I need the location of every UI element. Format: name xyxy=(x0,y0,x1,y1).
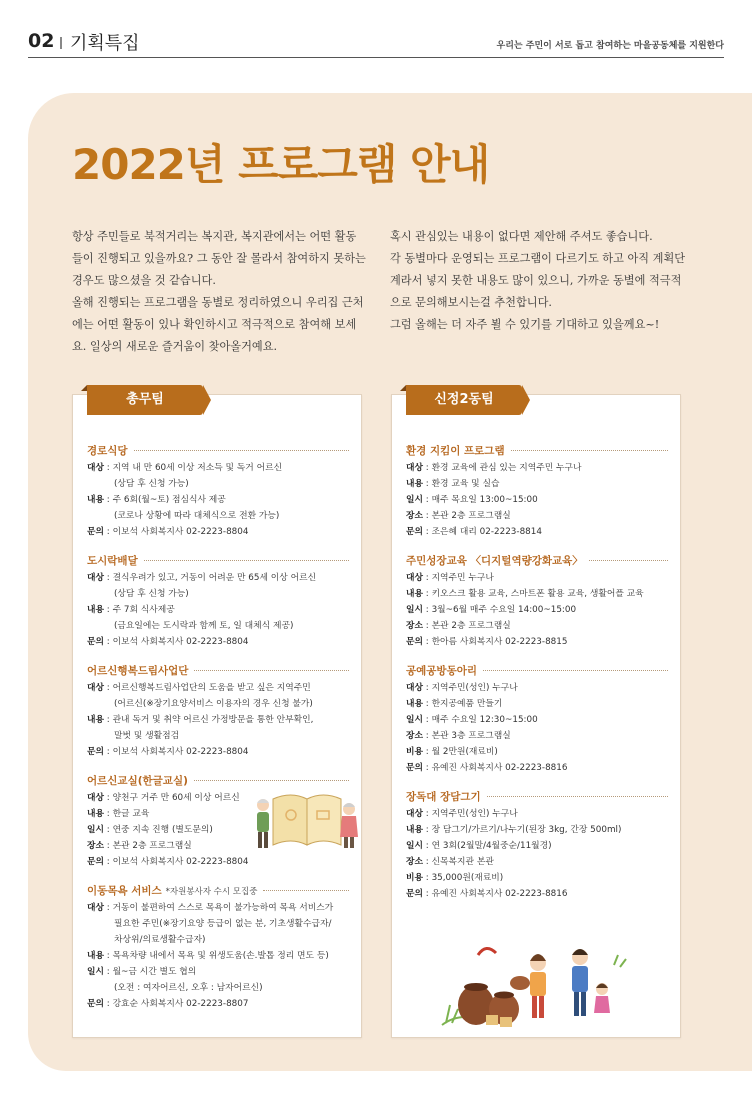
dotted-rule xyxy=(144,560,349,561)
intro-line: 그럼 올해는 더 자주 뵐 수 있기를 기대하고 있을께요~! xyxy=(390,318,660,331)
detail-colon: : xyxy=(423,809,432,819)
detail-value: 월~금 시간 별도 협의 xyxy=(112,967,197,977)
intro-line: 각 동별마다 운영되는 프로그램이 다르기도 하고 아직 계획단 xyxy=(390,252,686,265)
detail-label: 비용 xyxy=(406,873,423,883)
intro-line: 계라서 넣지 못한 내용도 많이 있으니, 가까운 동별에 적극적 xyxy=(390,274,682,287)
detail-value: 필요한 주민(※장기요양 등급이 없는 분, 기초생활수급자/ xyxy=(114,919,332,929)
program-detail-row xyxy=(87,854,349,870)
detail-colon: : xyxy=(423,731,432,741)
team-card-chongmu xyxy=(72,394,362,1038)
detail-value: 35,000원(재료비) xyxy=(431,873,504,883)
program-detail-row xyxy=(406,696,668,712)
detail-value: 차상위/의료생활수급자) xyxy=(114,935,206,945)
detail-colon: : xyxy=(104,715,113,725)
detail-label: 대상 xyxy=(406,683,423,693)
detail-colon: : xyxy=(104,903,113,913)
detail-label: 내용 xyxy=(406,825,423,835)
program-detail-row xyxy=(87,900,349,916)
program-item xyxy=(87,443,349,540)
dotted-rule xyxy=(487,796,668,797)
program-header xyxy=(87,443,349,458)
detail-colon: : xyxy=(423,621,432,631)
detail-label: 일시 xyxy=(87,825,104,835)
detail-value: 한글 교육 xyxy=(112,809,150,819)
detail-value: 양천구 거주 만 60세 이상 어르신 xyxy=(112,793,240,803)
detail-value: 지역주민(성인) 누구나 xyxy=(431,683,518,693)
detail-value: 주 7회 식사제공 xyxy=(112,605,175,615)
program-header xyxy=(406,443,668,458)
intro-line: 경우도 많으셨을 것 같습니다. xyxy=(72,274,216,287)
program-detail-row xyxy=(87,680,349,696)
program-note: *자원봉사자 수시 모집중 xyxy=(165,886,258,897)
detail-colon: : xyxy=(104,825,113,835)
detail-label: 장소 xyxy=(406,621,423,631)
detail-value: 본관 2층 프로그램실 xyxy=(112,841,192,851)
detail-value: 관내 독거 및 취약 어르신 가정방문을 통한 안부확인, xyxy=(112,715,314,725)
detail-colon: : xyxy=(423,683,432,693)
detail-colon: : xyxy=(104,951,113,961)
program-header xyxy=(87,553,349,568)
detail-value: 매주 수요일 12:30~15:00 xyxy=(431,715,538,725)
detail-label: 대상 xyxy=(87,793,104,803)
detail-colon: : xyxy=(104,793,113,803)
detail-label: 대상 xyxy=(406,463,423,473)
detail-label: 장소 xyxy=(406,511,423,521)
detail-label: 내용 xyxy=(87,605,104,615)
detail-colon: : xyxy=(104,527,113,537)
detail-colon: : xyxy=(423,463,432,473)
detail-colon: : xyxy=(104,809,113,819)
team-tab: 총무팀 xyxy=(87,385,203,415)
header-slogan: 우리는 주민이 서로 돕고 참여하는 마을공동체를 지원한다 xyxy=(496,41,724,51)
detail-value: 연중 지속 진행 (별도문의) xyxy=(112,825,213,835)
detail-label: 대상 xyxy=(87,573,104,583)
program-detail-row xyxy=(87,996,349,1012)
program-detail-row xyxy=(87,948,349,964)
detail-colon: : xyxy=(423,511,432,521)
detail-value: 주 6회(월~토) 점심식사 제공 xyxy=(112,495,226,505)
program-detail-row xyxy=(87,728,349,744)
program-detail-row xyxy=(406,586,668,602)
detail-colon: : xyxy=(104,495,113,505)
program-title: 장독대 장담그기 xyxy=(406,791,481,803)
program-header xyxy=(87,663,349,678)
detail-colon: : xyxy=(423,573,432,583)
detail-colon: : xyxy=(423,715,432,725)
detail-label: 일시 xyxy=(406,605,423,615)
program-detail-row xyxy=(87,524,349,540)
program-detail-row xyxy=(406,492,668,508)
dotted-rule xyxy=(511,450,668,451)
program-detail-row xyxy=(406,806,668,822)
detail-label: 대상 xyxy=(406,573,423,583)
detail-colon: : xyxy=(423,527,432,537)
program-detail-row xyxy=(406,618,668,634)
detail-value: 강효순 사회복지사 02-2223-8807 xyxy=(112,999,249,1009)
detail-value: 지역주민(성인) 누구나 xyxy=(431,809,518,819)
detail-value: 본관 2층 프로그램실 xyxy=(431,511,511,521)
program-item xyxy=(87,883,349,1012)
detail-value: 본관 2층 프로그램실 xyxy=(431,621,511,631)
detail-value: (어르신(※장기요양서비스 이용자의 경우 신청 불가) xyxy=(114,699,313,709)
detail-label: 내용 xyxy=(87,495,104,505)
program-detail-row xyxy=(87,712,349,728)
program-detail-row xyxy=(406,460,668,476)
detail-value: 조은혜 대리 02-2223-8814 xyxy=(431,527,542,537)
program-detail-row xyxy=(87,476,349,492)
hangul-class-illustration-icon xyxy=(251,785,359,855)
detail-colon: : xyxy=(423,699,432,709)
program-title: 어르신행복드림사업단 xyxy=(87,665,189,677)
detail-value: 신목복지관 본관 xyxy=(431,857,494,867)
detail-value: (상담 후 신청 가능) xyxy=(114,479,189,489)
intro-line: 으로 문의해보시는걸 추천합니다. xyxy=(390,296,552,309)
detail-value: 이보석 사회복지사 02-2223-8804 xyxy=(112,637,249,647)
detail-colon: : xyxy=(423,637,432,647)
detail-label: 문의 xyxy=(406,527,423,537)
detail-label: 내용 xyxy=(87,715,104,725)
detail-label: 내용 xyxy=(406,479,423,489)
detail-value: (오전 : 여자어르신, 오후 : 남자어르신) xyxy=(114,983,263,993)
detail-value: (코로나 상황에 따라 대체식으로 전환 가능) xyxy=(114,511,280,521)
detail-label: 장소 xyxy=(406,857,423,867)
detail-colon: : xyxy=(104,637,113,647)
detail-label: 내용 xyxy=(406,699,423,709)
section-name: 기획특집 xyxy=(70,33,140,54)
program-detail-row xyxy=(87,980,349,996)
detail-value: (상담 후 신청 가능) xyxy=(114,589,189,599)
intro-line: 요. 일상의 새로운 즐거움이 찾아올거예요. xyxy=(72,340,278,353)
detail-colon: : xyxy=(104,967,113,977)
detail-label: 일시 xyxy=(406,495,423,505)
program-title: 환경 지킴이 프로그램 xyxy=(406,445,505,457)
intro-line: 에는 어떤 활동이 있나 확인하시고 적극적으로 참여해 보세 xyxy=(72,318,357,331)
intro-line: 올해 진행되는 프로그램을 동별로 정리하였으니 우리집 근처 xyxy=(72,296,364,309)
detail-label: 비용 xyxy=(406,747,423,757)
program-detail-row xyxy=(406,822,668,838)
detail-label: 장소 xyxy=(406,731,423,741)
program-detail-row xyxy=(87,570,349,586)
dotted-rule xyxy=(263,890,349,891)
detail-label: 문의 xyxy=(87,637,104,647)
detail-colon: : xyxy=(423,479,432,489)
page-number: 02 xyxy=(28,30,55,52)
detail-label: 일시 xyxy=(87,967,104,977)
program-detail-row xyxy=(406,870,668,886)
program-detail-row xyxy=(87,508,349,524)
detail-value: 환경 교육에 관심 있는 지역주민 누구나 xyxy=(431,463,582,473)
detail-label: 내용 xyxy=(87,951,104,961)
program-detail-row xyxy=(406,838,668,854)
program-detail-row xyxy=(87,916,349,932)
program-list xyxy=(406,443,668,915)
detail-label: 문의 xyxy=(406,637,423,647)
detail-colon: : xyxy=(423,873,432,883)
dotted-rule xyxy=(589,560,668,561)
program-title: 경로식당 xyxy=(87,445,128,457)
detail-value: 지역 내 만 60세 이상 저소득 및 독거 어르신 xyxy=(112,463,283,473)
program-header xyxy=(87,883,349,898)
program-detail-row xyxy=(87,696,349,712)
detail-value: 거동이 불편하여 스스로 목욕이 불가능하여 목욕 서비스가 xyxy=(112,903,334,913)
header-divider xyxy=(60,37,62,49)
detail-colon: : xyxy=(104,999,113,1009)
dotted-rule xyxy=(194,780,349,781)
detail-value: 연 3회(2월말/4월중순/11월경) xyxy=(431,841,552,851)
program-detail-row xyxy=(406,728,668,744)
program-header xyxy=(406,663,668,678)
program-detail-row xyxy=(406,508,668,524)
detail-colon: : xyxy=(104,747,113,757)
detail-value: 결식우려가 있고, 거동이 어려운 만 65세 이상 어르신 xyxy=(112,573,317,583)
detail-colon: : xyxy=(423,605,432,615)
intro-left xyxy=(72,226,372,358)
detail-label: 대상 xyxy=(87,463,104,473)
program-detail-row xyxy=(406,744,668,760)
detail-label: 일시 xyxy=(406,715,423,725)
program-header xyxy=(406,789,668,804)
program-detail-row xyxy=(406,524,668,540)
detail-colon: : xyxy=(104,841,113,851)
intro-right xyxy=(390,226,690,336)
detail-colon: : xyxy=(104,573,113,583)
intro-line: 항상 주민들로 북적거리는 복지관, 복지관에서는 어떤 활동 xyxy=(72,230,357,243)
dotted-rule xyxy=(194,670,349,671)
detail-label: 대상 xyxy=(406,809,423,819)
detail-label: 문의 xyxy=(406,889,423,899)
detail-value: 유예진 사회복지사 02-2223-8816 xyxy=(431,889,568,899)
detail-colon: : xyxy=(423,747,432,757)
detail-value: 지역주민 누구나 xyxy=(431,573,494,583)
program-detail-row xyxy=(87,492,349,508)
program-detail-row xyxy=(406,570,668,586)
detail-label: 내용 xyxy=(87,809,104,819)
program-item xyxy=(87,553,349,650)
detail-label: 문의 xyxy=(87,747,104,757)
jang-making-illustration-icon xyxy=(438,935,628,1031)
detail-value: (금요일에는 도시락과 함께 토, 일 대체식 제공) xyxy=(114,621,294,631)
program-detail-row xyxy=(406,602,668,618)
detail-value: 어르신행복드림사업단의 도움을 받고 싶은 지역주민 xyxy=(112,683,311,693)
detail-value: 이보석 사회복지사 02-2223-8804 xyxy=(112,527,249,537)
program-item xyxy=(406,443,668,540)
program-detail-row xyxy=(87,602,349,618)
detail-label: 장소 xyxy=(87,841,104,851)
detail-value: 본관 3층 프로그램실 xyxy=(431,731,511,741)
program-detail-row xyxy=(87,586,349,602)
detail-value: 환경 교육 및 실습 xyxy=(431,479,500,489)
detail-label: 문의 xyxy=(87,999,104,1009)
detail-value: 말벗 및 생활점검 xyxy=(114,731,180,741)
program-title: 공예공방동아리 xyxy=(406,665,478,677)
program-list xyxy=(87,443,349,1025)
program-item xyxy=(87,663,349,760)
page-title: 2022년 프로그램 안내 xyxy=(72,140,490,189)
detail-value: 한지공예품 만들기 xyxy=(431,699,503,709)
program-title: 주민성장교육 〈디지털역량강화교육〉 xyxy=(406,555,583,567)
program-item xyxy=(406,789,668,902)
detail-label: 문의 xyxy=(87,527,104,537)
program-detail-row xyxy=(406,760,668,776)
detail-value: 이보석 사회복지사 02-2223-8804 xyxy=(112,857,249,867)
detail-value: 한아름 사회복지사 02-2223-8815 xyxy=(431,637,568,647)
program-detail-row xyxy=(87,744,349,760)
detail-value: 장 담그기/가르기/나누기(된장 3kg, 간장 500ml) xyxy=(431,825,622,835)
team-card-sinjeong2 xyxy=(391,394,681,1038)
detail-label: 문의 xyxy=(87,857,104,867)
program-detail-row xyxy=(406,886,668,902)
detail-label: 일시 xyxy=(406,841,423,851)
detail-value: 3월~6월 매주 수요일 14:00~15:00 xyxy=(431,605,577,615)
detail-colon: : xyxy=(104,683,113,693)
intro-line: 들이 진행되고 있을까요? 그 동안 잘 몰라서 참여하지 못하는 xyxy=(72,252,366,265)
detail-label: 대상 xyxy=(87,903,104,913)
program-detail-row xyxy=(87,618,349,634)
detail-colon: : xyxy=(104,605,113,615)
dotted-rule xyxy=(483,670,668,671)
detail-value: 키오스크 활용 교육, 스마트폰 활용 교육, 생활어플 교육 xyxy=(431,589,644,599)
program-title: 도시락배달 xyxy=(87,555,138,567)
program-detail-row xyxy=(406,476,668,492)
team-tab: 신정2동팀 xyxy=(406,385,522,415)
program-item xyxy=(406,663,668,776)
detail-value: 매주 목요일 13:00~15:00 xyxy=(431,495,538,505)
detail-colon: : xyxy=(423,495,432,505)
program-detail-row xyxy=(87,634,349,650)
detail-colon: : xyxy=(423,589,432,599)
program-header xyxy=(406,553,668,568)
detail-label: 문의 xyxy=(406,763,423,773)
detail-label: 내용 xyxy=(406,589,423,599)
page-header xyxy=(28,26,724,58)
detail-colon: : xyxy=(423,825,432,835)
program-detail-row xyxy=(87,964,349,980)
detail-label: 대상 xyxy=(87,683,104,693)
detail-colon: : xyxy=(423,857,432,867)
program-item xyxy=(406,553,668,650)
program-detail-row xyxy=(406,854,668,870)
detail-value: 유예진 사회복지사 02-2223-8816 xyxy=(431,763,568,773)
detail-value: 월 2만원(재료비) xyxy=(431,747,498,757)
detail-value: 목욕차량 내에서 목욕 및 위생도움(손.발톱 정리 면도 등) xyxy=(112,951,329,961)
detail-colon: : xyxy=(104,857,113,867)
program-detail-row xyxy=(87,932,349,948)
dotted-rule xyxy=(134,450,349,451)
detail-colon: : xyxy=(423,763,432,773)
detail-value: 이보석 사회복지사 02-2223-8804 xyxy=(112,747,249,757)
detail-colon: : xyxy=(423,841,432,851)
detail-colon: : xyxy=(104,463,113,473)
program-detail-row xyxy=(406,712,668,728)
program-title: 이동목욕 서비스 xyxy=(87,885,162,897)
intro-line: 혹시 관심있는 내용이 없다면 제안해 주셔도 좋습니다. xyxy=(390,230,653,243)
detail-colon: : xyxy=(423,889,432,899)
program-detail-row xyxy=(87,460,349,476)
program-title: 어르신교실(한글교실) xyxy=(87,775,188,787)
program-detail-row xyxy=(406,680,668,696)
program-detail-row xyxy=(406,634,668,650)
